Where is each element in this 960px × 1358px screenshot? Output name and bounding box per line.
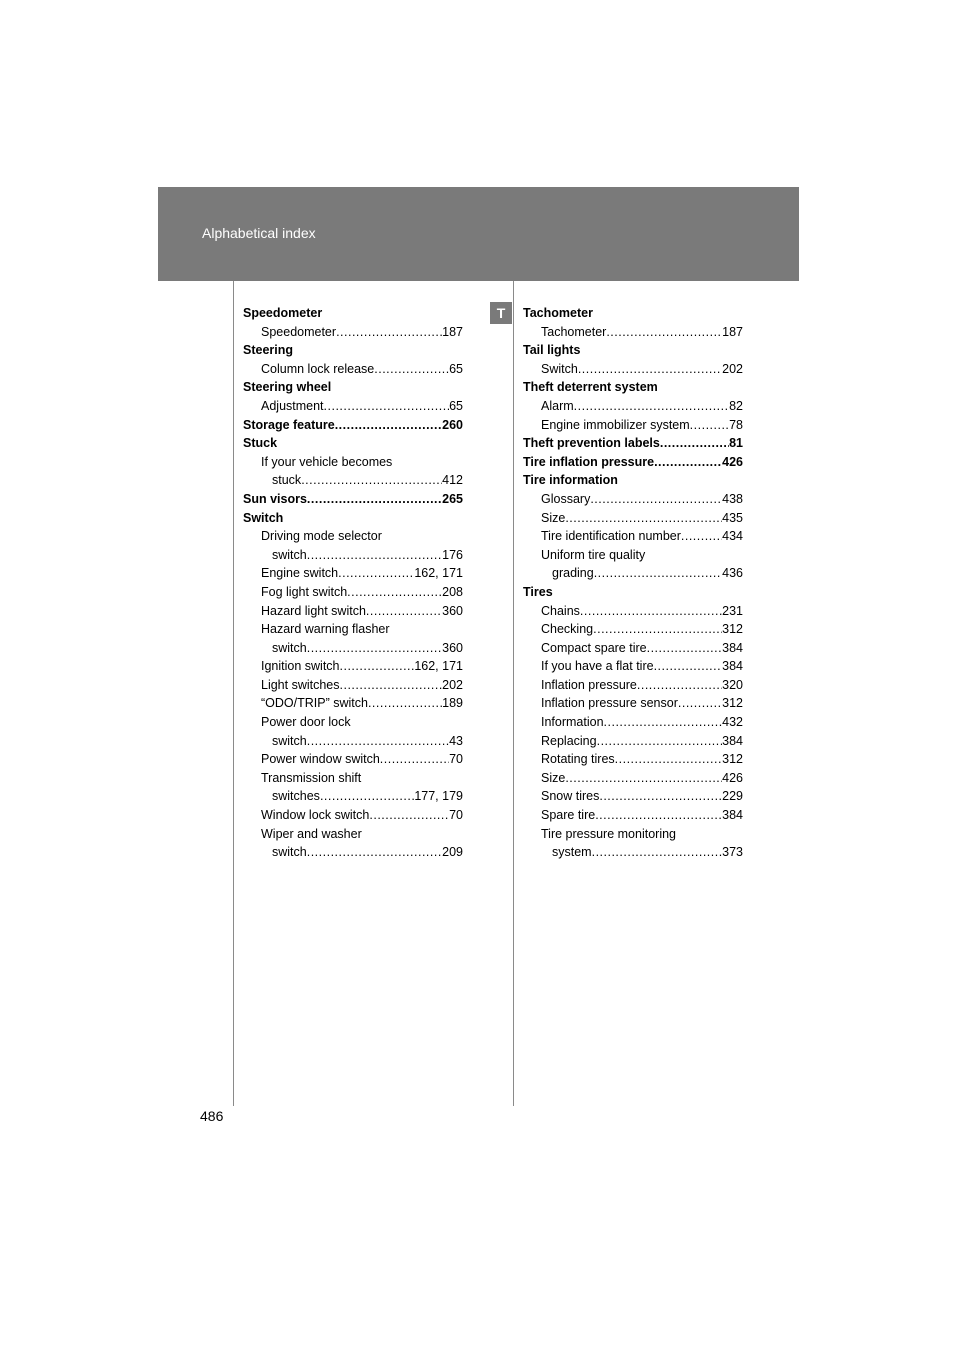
dot-leader	[368, 694, 442, 713]
page-reference[interactable]: 360	[442, 603, 463, 618]
index-entry[interactable]	[523, 713, 743, 732]
index-column-right	[523, 304, 743, 862]
index-term: Size	[541, 510, 566, 525]
index-term: Speedometer	[261, 324, 337, 339]
page-reference[interactable]: 202	[442, 677, 463, 692]
index-term: Stuck	[243, 436, 278, 451]
index-entry[interactable]	[523, 639, 743, 658]
index-term: Tire inflation pressure	[523, 454, 655, 469]
index-entry[interactable]	[523, 323, 743, 342]
index-entry	[523, 546, 743, 565]
index-entry	[243, 527, 463, 546]
index-term: Storage feature	[243, 417, 335, 432]
index-heading[interactable]	[243, 490, 463, 509]
page-reference[interactable]: 360	[442, 640, 463, 655]
dot-leader	[301, 471, 442, 490]
index-column-left	[243, 304, 463, 862]
dot-leader	[690, 416, 729, 435]
page-reference[interactable]: 187	[722, 324, 743, 339]
index-term: If your vehicle becomes	[261, 454, 393, 469]
index-term: Inflation pressure sensor	[541, 696, 678, 711]
index-entry[interactable]	[523, 806, 743, 825]
dot-leader	[369, 806, 449, 825]
index-entry[interactable]	[523, 732, 743, 751]
index-term: Tire identification number	[541, 529, 681, 544]
dot-leader	[654, 453, 722, 472]
index-term: Spare tire	[541, 808, 596, 823]
index-entry[interactable]	[523, 360, 743, 379]
index-term: Compact spare tire	[541, 640, 647, 655]
page-reference[interactable]: 312	[722, 696, 743, 711]
dot-leader	[637, 676, 722, 695]
index-term: Glossary	[541, 491, 591, 506]
dot-leader	[654, 657, 723, 676]
dot-leader	[580, 602, 722, 621]
index-term: Tachometer	[523, 306, 593, 320]
index-heading[interactable]	[523, 453, 743, 472]
index-term: Sun visors	[243, 491, 307, 506]
page-reference[interactable]: 229	[722, 789, 743, 804]
index-term: Chains	[541, 603, 580, 618]
page-reference[interactable]: 265	[442, 491, 463, 506]
dot-leader	[594, 564, 722, 583]
index-entry[interactable]	[243, 843, 463, 862]
page-reference[interactable]: 436	[722, 566, 743, 581]
page-reference[interactable]: 412	[442, 473, 463, 488]
index-entry[interactable]	[243, 397, 463, 416]
header-band	[158, 187, 799, 281]
page-reference[interactable]: 373	[722, 845, 743, 860]
index-term: Checking	[541, 622, 594, 637]
index-term: Engine switch	[261, 566, 339, 581]
index-term: switch	[272, 733, 307, 748]
index-heading	[523, 378, 743, 397]
dot-leader	[347, 583, 442, 602]
page-reference[interactable]: 70	[449, 808, 463, 823]
index-heading	[243, 434, 463, 453]
dot-leader	[335, 416, 442, 435]
page-reference[interactable]: 432	[722, 715, 743, 730]
page-number: 486	[200, 1108, 224, 1124]
index-term: Theft prevention labels	[523, 436, 660, 451]
dot-leader	[595, 806, 722, 825]
page-reference[interactable]: 189	[442, 696, 463, 711]
index-heading[interactable]	[523, 434, 743, 453]
index-entry	[243, 769, 463, 788]
index-entry[interactable]	[523, 769, 743, 788]
page-reference[interactable]: 162, 171	[414, 566, 463, 581]
dot-leader	[340, 676, 443, 695]
dot-leader	[380, 750, 449, 769]
index-term: Steering	[243, 343, 294, 358]
dot-leader	[681, 527, 722, 546]
page-reference[interactable]: 202	[722, 361, 743, 376]
index-term: Tail lights	[523, 343, 581, 358]
index-entry[interactable]	[243, 732, 463, 751]
index-entry[interactable]	[523, 490, 743, 509]
dot-leader	[574, 397, 729, 416]
page-reference[interactable]: 384	[722, 733, 743, 748]
index-term: Tire pressure monitoring	[541, 826, 677, 841]
index-term: Hazard warning flasher	[261, 622, 390, 637]
page-title: Alphabetical index	[202, 225, 316, 241]
page-reference[interactable]: 162, 171	[414, 659, 463, 674]
index-entry[interactable]	[523, 509, 743, 528]
index-entry[interactable]	[523, 787, 743, 806]
page-reference[interactable]: 435	[722, 510, 743, 525]
index-term: “ODO/TRIP” switch	[261, 696, 368, 711]
index-entry[interactable]	[523, 527, 743, 546]
index-term: Window lock switch	[261, 808, 370, 823]
index-term: Alarm	[541, 398, 574, 413]
dot-leader	[578, 360, 722, 379]
index-term: Tires	[523, 584, 553, 599]
index-entry[interactable]	[523, 564, 743, 583]
index-term: Tachometer	[541, 324, 607, 339]
page-reference[interactable]: 78	[729, 417, 743, 432]
index-term: Power window switch	[261, 752, 380, 767]
page-reference[interactable]: 231	[722, 603, 743, 618]
index-entry[interactable]	[523, 750, 743, 769]
index-entry	[243, 825, 463, 844]
index-heading	[523, 341, 743, 360]
index-entry[interactable]	[523, 843, 743, 862]
index-entry[interactable]	[523, 416, 743, 435]
dot-leader	[599, 787, 722, 806]
index-term: switch	[272, 845, 307, 860]
dot-leader	[374, 360, 449, 379]
index-entry	[243, 620, 463, 639]
index-term: stuck	[272, 473, 302, 488]
index-term: Column lock release	[261, 361, 375, 376]
index-entry[interactable]	[243, 583, 463, 602]
index-entry[interactable]	[523, 397, 743, 416]
index-term: Inflation pressure	[541, 677, 637, 692]
index-heading	[243, 509, 463, 528]
dot-leader	[320, 787, 414, 806]
index-term: Adjustment	[261, 398, 324, 413]
index-term: Uniform tire quality	[541, 547, 646, 562]
dot-leader	[565, 509, 722, 528]
index-term: system	[552, 845, 592, 860]
index-heading	[523, 304, 743, 323]
dot-leader	[660, 434, 729, 453]
page-reference[interactable]: 260	[442, 417, 463, 432]
dot-leader	[324, 397, 450, 416]
index-entry[interactable]	[243, 639, 463, 658]
index-term: Transmission shift	[261, 770, 362, 785]
dot-leader	[606, 323, 722, 342]
page-reference[interactable]: 82	[729, 398, 743, 413]
page-reference[interactable]: 384	[722, 659, 743, 674]
index-term: If you have a flat tire	[541, 659, 654, 674]
index-term: Engine immobilizer system	[541, 417, 690, 432]
dot-leader	[593, 620, 722, 639]
index-entry[interactable]	[243, 657, 463, 676]
page-reference[interactable]: 438	[722, 491, 743, 506]
column-divider-middle	[513, 281, 514, 1106]
index-term: Light switches	[261, 677, 340, 692]
dot-leader	[340, 657, 415, 676]
column-divider-left	[233, 281, 234, 1106]
dot-leader	[565, 769, 722, 788]
index-heading	[243, 378, 463, 397]
page-reference[interactable]: 209	[442, 845, 463, 860]
dot-leader	[590, 490, 722, 509]
index-heading[interactable]	[243, 416, 463, 435]
dot-leader	[307, 732, 449, 751]
index-term: switches	[272, 789, 320, 804]
dot-leader	[366, 602, 442, 621]
index-term: Tire information	[523, 473, 618, 488]
dot-leader	[615, 750, 722, 769]
page-reference[interactable]: 70	[449, 752, 463, 767]
index-term: Size	[541, 770, 566, 785]
index-heading	[243, 341, 463, 360]
index-term: Theft deterrent system	[523, 380, 658, 395]
page-reference[interactable]: 65	[449, 398, 463, 413]
section-letter-tab[interactable]: T	[490, 302, 512, 324]
page-reference[interactable]: 177, 179	[414, 789, 463, 804]
page-reference[interactable]: 81	[729, 436, 743, 451]
index-entry[interactable]	[243, 806, 463, 825]
page-reference[interactable]: 320	[722, 677, 743, 692]
dot-leader	[678, 694, 722, 713]
index-heading	[523, 471, 743, 490]
index-entry[interactable]	[243, 360, 463, 379]
index-entry[interactable]	[243, 323, 463, 342]
page-reference[interactable]: 208	[442, 584, 463, 599]
index-term: Snow tires	[541, 789, 600, 804]
index-heading	[243, 304, 463, 323]
index-entry[interactable]	[243, 564, 463, 583]
page-reference[interactable]: 312	[722, 622, 743, 637]
index-entry[interactable]	[523, 694, 743, 713]
index-entry	[243, 713, 463, 732]
dot-leader	[307, 490, 442, 509]
index-term: Switch	[243, 510, 284, 525]
index-term: Fog light switch	[261, 584, 348, 599]
dot-leader	[604, 713, 723, 732]
page-reference[interactable]: 384	[722, 640, 743, 655]
page-reference[interactable]: 426	[722, 454, 743, 469]
index-entry	[243, 453, 463, 472]
dot-leader	[597, 732, 723, 751]
index-term: Steering wheel	[243, 380, 332, 395]
index-term: Power door lock	[261, 715, 351, 730]
index-entry[interactable]	[243, 787, 463, 806]
index-term: switch	[272, 640, 307, 655]
index-entry[interactable]	[243, 471, 463, 490]
dot-leader	[592, 843, 723, 862]
dot-leader	[336, 323, 442, 342]
page-reference[interactable]: 384	[722, 808, 743, 823]
index-entry	[523, 825, 743, 844]
index-entry[interactable]	[523, 620, 743, 639]
index-entry[interactable]	[523, 676, 743, 695]
page-reference[interactable]: 176	[442, 547, 463, 562]
index-heading	[523, 583, 743, 602]
index-term: grading	[552, 566, 594, 581]
index-term: Driving mode selector	[261, 529, 382, 544]
index-term: Wiper and washer	[261, 826, 362, 841]
index-entry[interactable]	[243, 676, 463, 695]
index-term: Hazard light switch	[261, 603, 366, 618]
page-reference[interactable]: 426	[722, 770, 743, 785]
index-term: switch	[272, 547, 307, 562]
index-entry[interactable]	[243, 546, 463, 565]
dot-leader	[307, 546, 442, 565]
dot-leader	[338, 564, 414, 583]
index-entry[interactable]	[523, 602, 743, 621]
page-reference[interactable]: 434	[722, 529, 743, 544]
page-reference[interactable]: 187	[442, 324, 463, 339]
index-term: Rotating tires	[541, 752, 615, 767]
dot-leader	[307, 639, 442, 658]
index-term: Switch	[541, 361, 578, 376]
index-entry[interactable]	[243, 602, 463, 621]
dot-leader	[647, 639, 723, 658]
page-reference[interactable]: 65	[449, 361, 463, 376]
index-term: Ignition switch	[261, 659, 340, 674]
index-term: Information	[541, 715, 604, 730]
dot-leader	[307, 843, 442, 862]
page-reference[interactable]: 312	[722, 752, 743, 767]
page-reference[interactable]: 43	[449, 733, 463, 748]
index-entry[interactable]	[523, 657, 743, 676]
index-entry[interactable]	[243, 694, 463, 713]
index-term: Replacing	[541, 733, 597, 748]
index-term: Speedometer	[243, 306, 323, 320]
index-entry[interactable]	[243, 750, 463, 769]
